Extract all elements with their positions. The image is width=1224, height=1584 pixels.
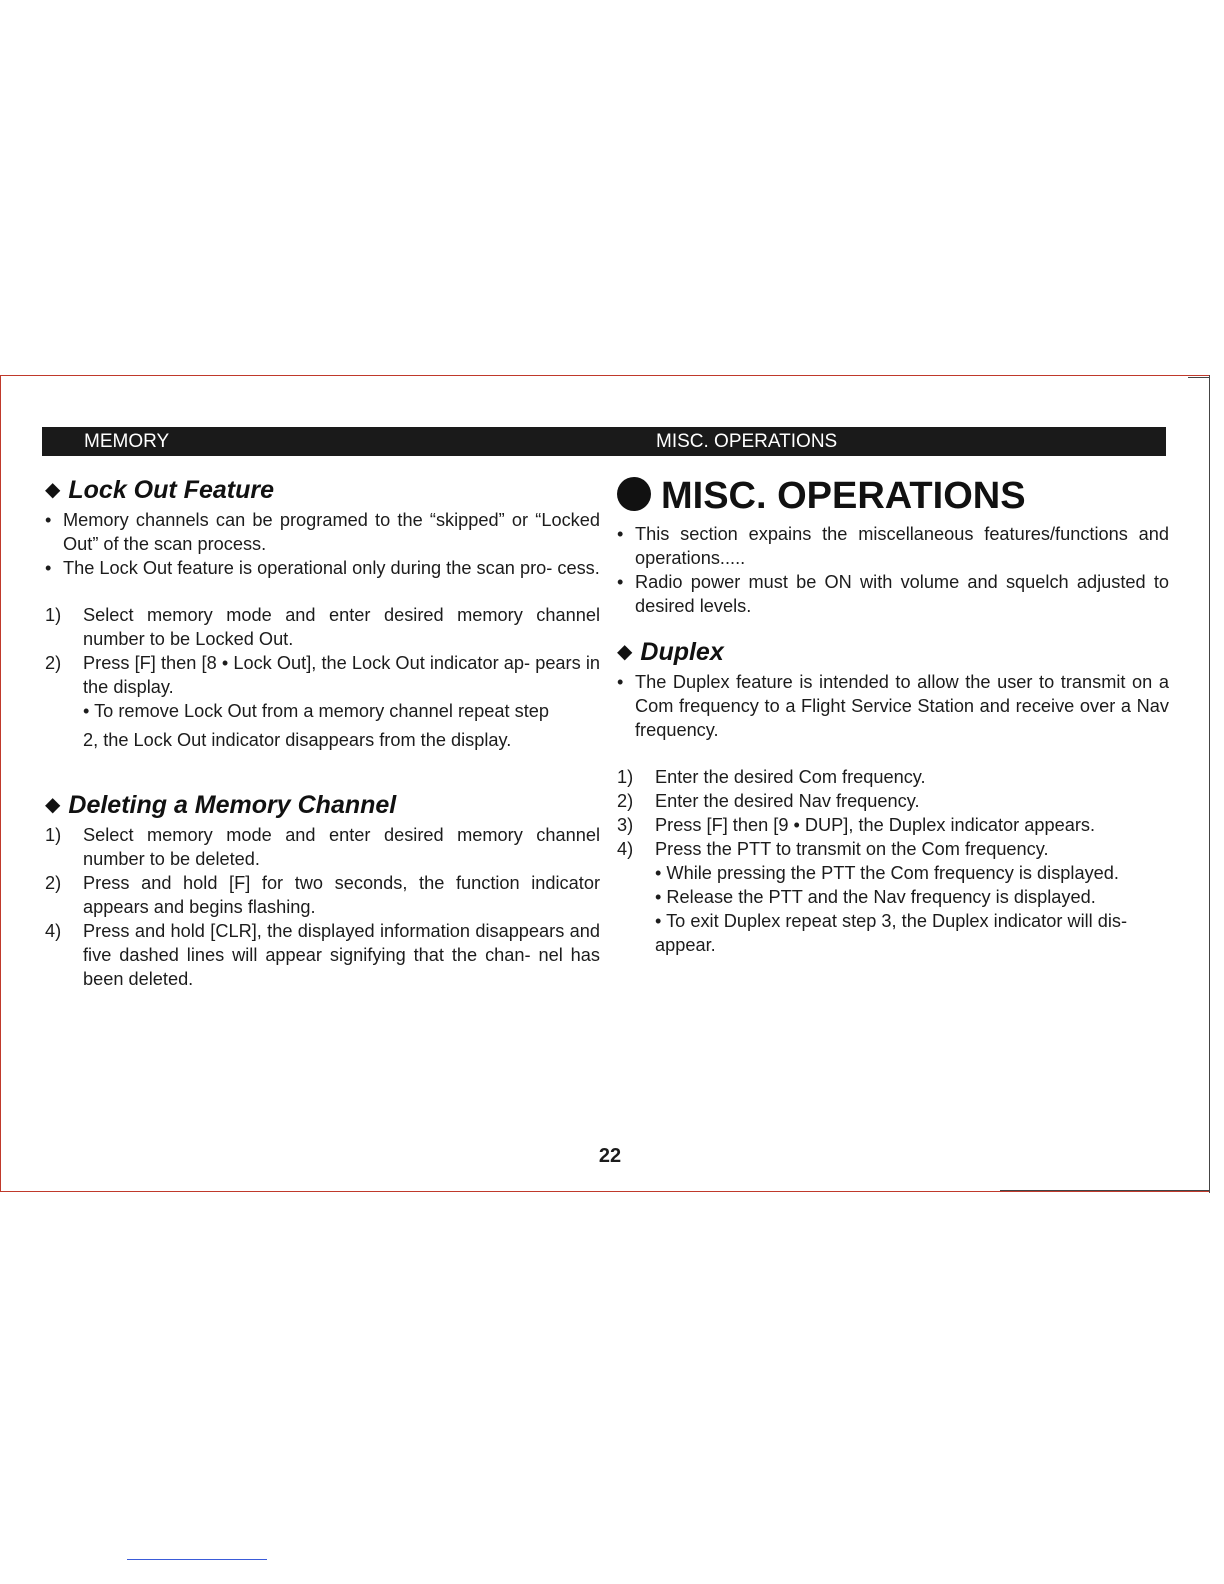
- list-item: [45, 508, 600, 556]
- header-right-label: MISC. OPERATIONS: [656, 431, 838, 452]
- list-item: [617, 570, 1169, 618]
- step-item: [45, 871, 600, 919]
- step-text: Press and hold [F] for two seconds, the function indicator appears and begins flashing.: [83, 873, 600, 917]
- header-left-label: MEMORY: [84, 431, 170, 452]
- footer-rule: [127, 1559, 267, 1560]
- sub-note: • To remove Lock Out from a memory channel repeat step: [83, 701, 549, 721]
- step-item: [617, 765, 1169, 789]
- step-text: Press [F] then [8 • Lock Out], the Lock Out indicator ap- pears in the display.: [83, 653, 600, 697]
- step-item: [617, 813, 1169, 837]
- list-item: [617, 670, 1169, 742]
- deleting-heading: [45, 789, 600, 823]
- step-number: 4): [45, 921, 62, 941]
- left-column: [45, 474, 600, 991]
- step-number: 2): [45, 653, 62, 673]
- sub-note: • While pressing the PTT the Com frequency is displayed.: [655, 863, 1119, 883]
- bullet-text: The Lock Out feature is operational only during the scan pro- cess.: [63, 558, 600, 578]
- step-text: Select memory mode and enter desired memory channel number to be deleted.: [83, 825, 600, 869]
- bullet-icon: •: [45, 510, 52, 530]
- step-number: 1): [45, 605, 62, 625]
- bullet-icon: •: [617, 524, 624, 544]
- step-item: [617, 789, 1169, 813]
- lockout-heading: [45, 474, 600, 508]
- bullet-text: This section expains the miscellaneous features/functions and operations.....: [635, 524, 1169, 568]
- diamond-icon: ◆: [45, 479, 61, 501]
- duplex-heading: [617, 636, 1169, 670]
- step-text: Press and hold [CLR], the displayed information disappears and five dashed lines will appear signifying that the chan- nel has been deleted.: [83, 921, 600, 989]
- bullet-icon: •: [45, 558, 52, 578]
- diamond-icon: ◆: [617, 641, 633, 663]
- lockout-title: Lock Out Feature: [68, 476, 274, 504]
- sub-note: • Release the PTT and the Nav frequency is displayed.: [655, 887, 1096, 907]
- sub-note: 2, the Lock Out indicator disappears from the display.: [83, 730, 512, 750]
- section-header-bar: [42, 427, 1166, 456]
- step-number: 3): [617, 815, 634, 835]
- step-number: 4): [617, 839, 634, 859]
- frame-tick: [1188, 377, 1210, 378]
- step-text: Press [F] then [9 • DUP], the Duplex indicator appears.: [655, 815, 1096, 835]
- diamond-icon: ◆: [45, 794, 61, 816]
- frame-tick: [1000, 1190, 1210, 1191]
- list-item: [45, 556, 600, 580]
- list-item: [617, 522, 1169, 570]
- page-title-text: MISC. OPERATIONS: [661, 475, 1026, 517]
- step-number: 1): [617, 767, 634, 787]
- step-item: [45, 823, 600, 871]
- step-text: Select memory mode and enter desired memory channel number to be Locked Out.: [83, 605, 600, 649]
- step-item: [45, 603, 600, 651]
- step-text: Press the PTT to transmit on the Com frequency.: [655, 839, 1049, 859]
- step-item: [45, 919, 600, 991]
- large-bullet-icon: [617, 477, 651, 511]
- step-text: Enter the desired Com frequency.: [655, 767, 926, 787]
- step-text: Enter the desired Nav frequency.: [655, 791, 920, 811]
- step-item: [45, 651, 600, 699]
- step-number: 2): [617, 791, 634, 811]
- bullet-text: Radio power must be ON with volume and squelch adjusted to desired levels.: [635, 572, 1169, 616]
- duplex-title: Duplex: [640, 638, 724, 666]
- step-number: 1): [45, 825, 62, 845]
- step-number: 2): [45, 873, 62, 893]
- bullet-text: The Duplex feature is intended to allow the user to transmit on a Com frequency to a Flight Service Station and receive over a Nav frequency.: [635, 672, 1169, 740]
- step-item: [617, 837, 1169, 861]
- right-column: [617, 474, 1169, 957]
- frame-edge: [1209, 375, 1210, 1193]
- page-number: 22: [598, 1145, 622, 1167]
- bullet-icon: •: [617, 672, 624, 692]
- bullet-icon: •: [617, 572, 624, 592]
- sub-note: • To exit Duplex repeat step 3, the Duplex indicator will dis- appear.: [655, 911, 1128, 955]
- deleting-title: Deleting a Memory Channel: [68, 791, 397, 819]
- bullet-text: Memory channels can be programed to the “skipped” or “Locked Out” of the scan process.: [63, 510, 600, 554]
- page-title: [617, 474, 1169, 518]
